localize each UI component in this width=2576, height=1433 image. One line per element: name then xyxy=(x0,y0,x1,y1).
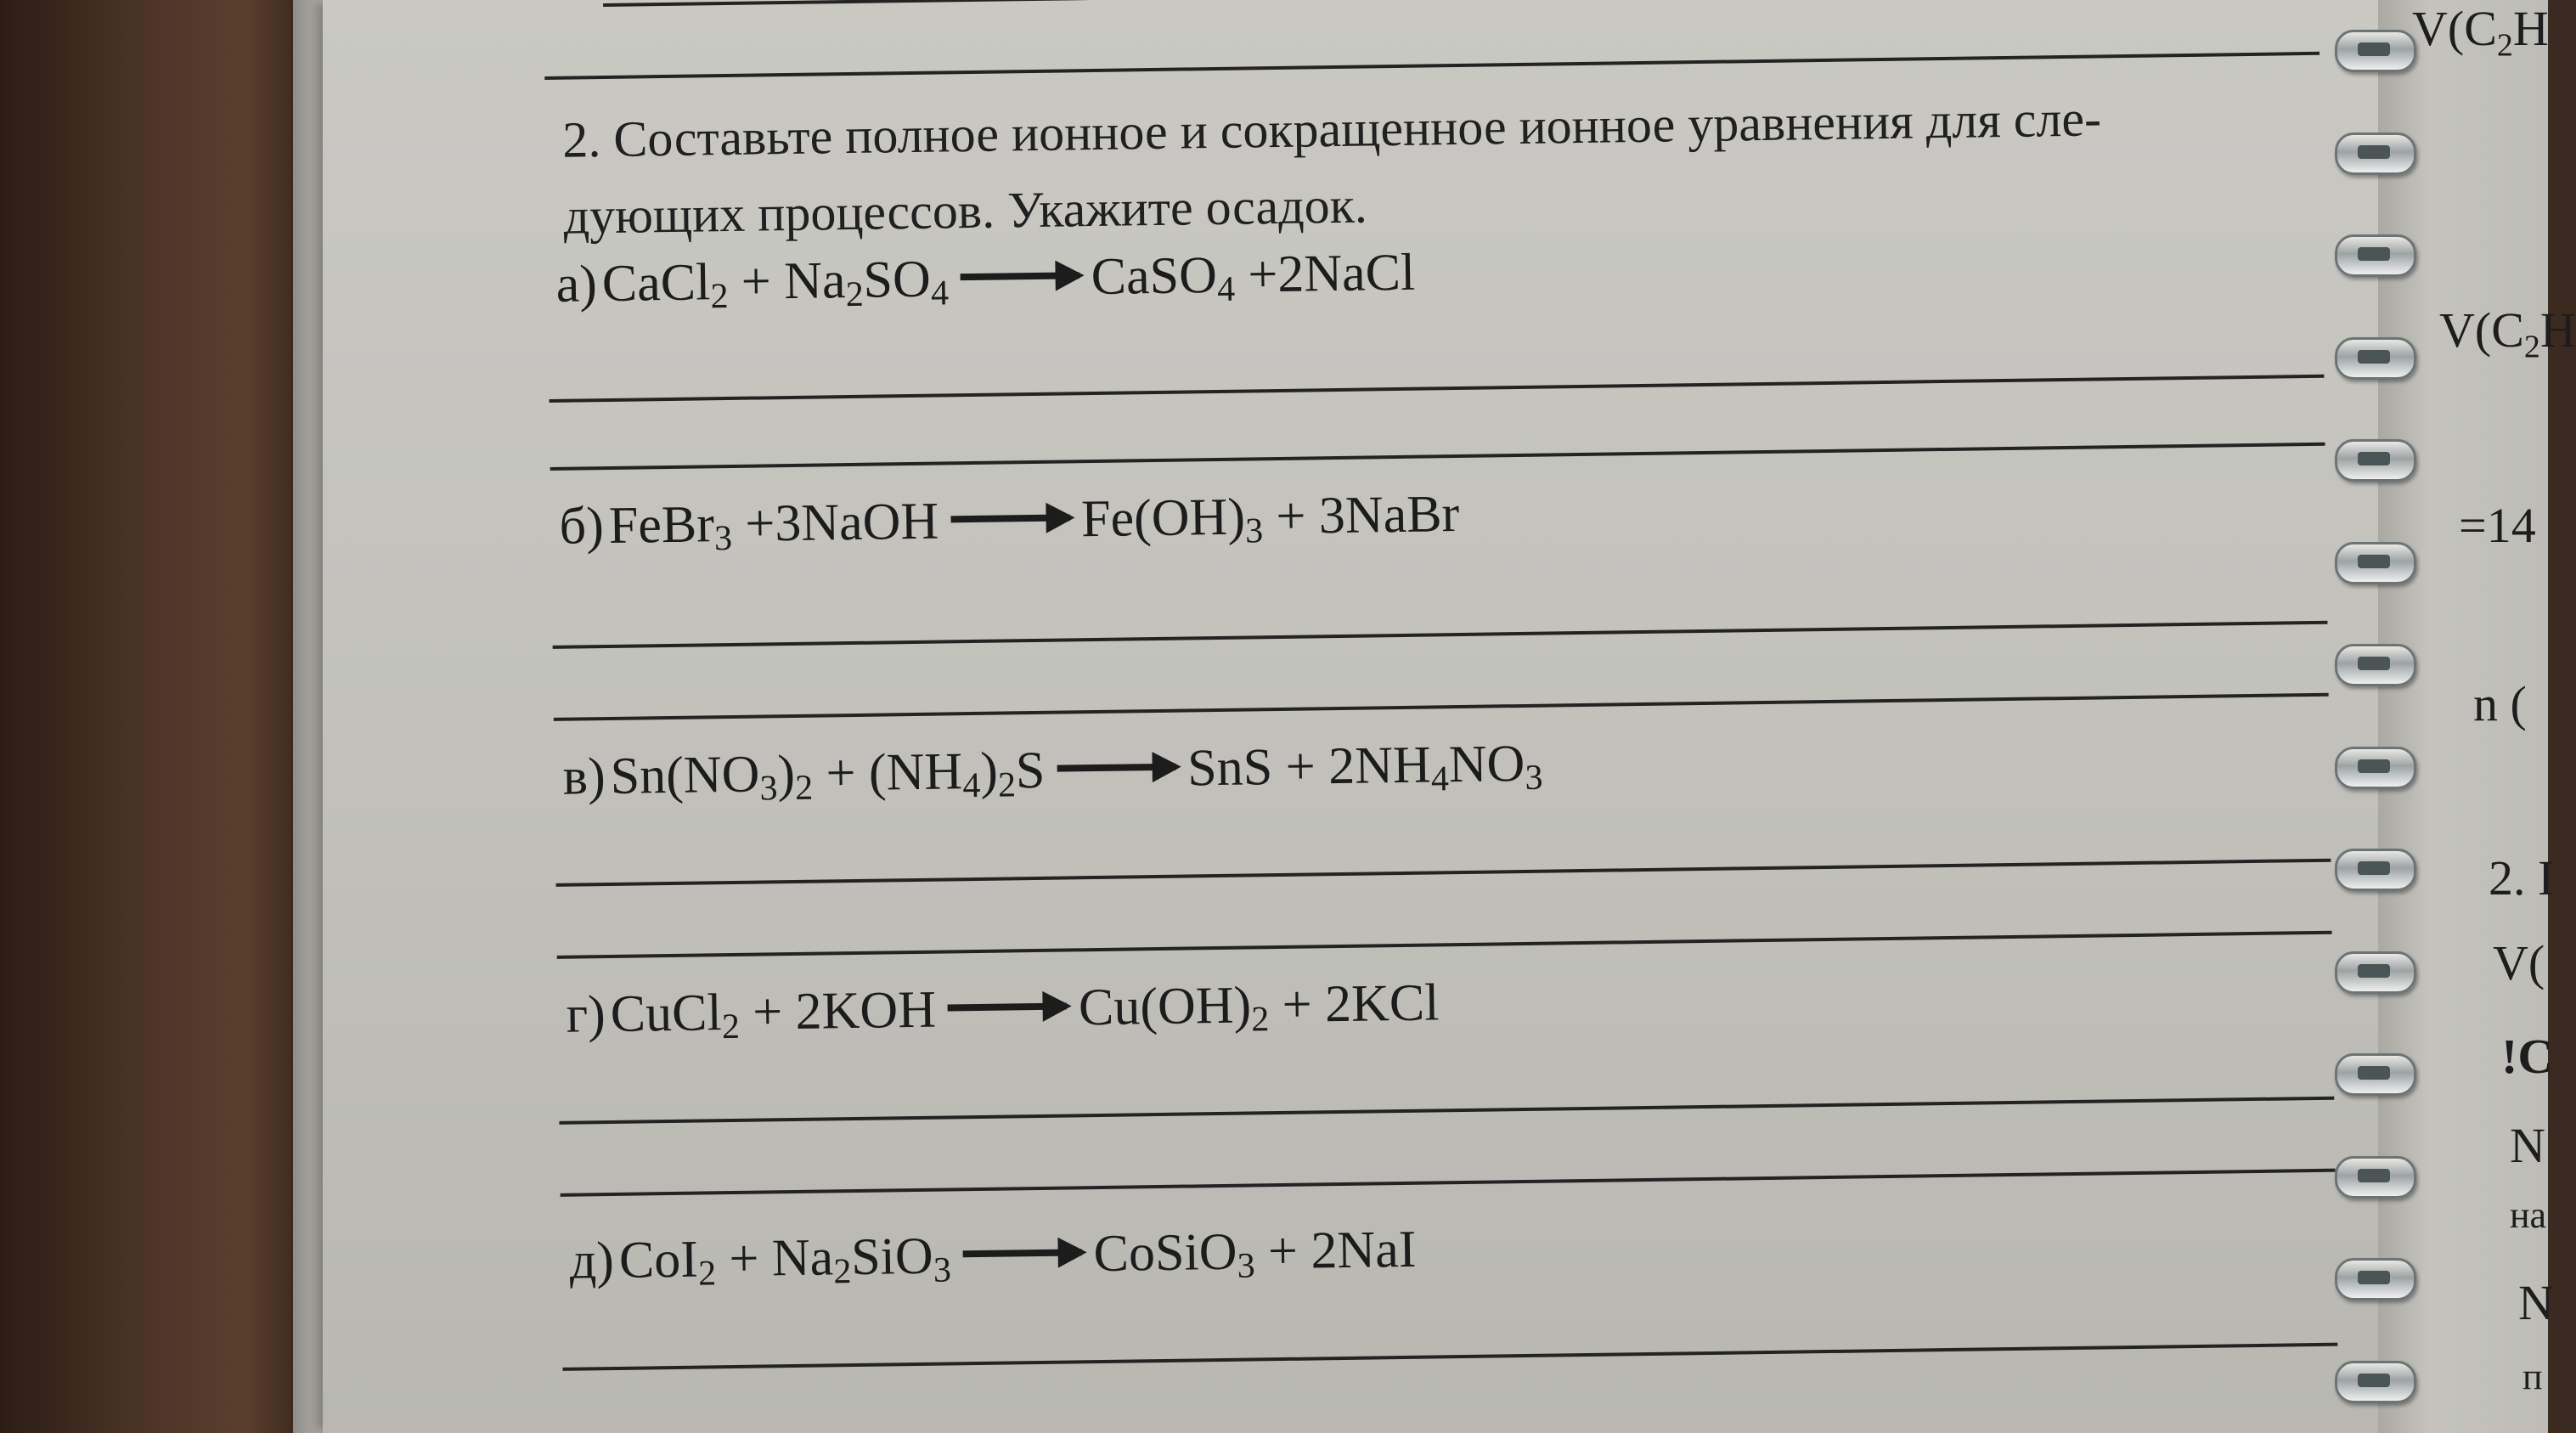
equation-a xyxy=(555,243,1416,319)
equation-b xyxy=(559,484,1460,561)
equation-lhs: CaCl$_2$ + $Na_2SO_4$ xyxy=(601,250,950,317)
margin-fragment: $V(C_2H$ xyxy=(2439,302,2576,365)
margin-fragment: !C xyxy=(2501,1029,2554,1084)
task-heading-line2: дующих процессов. Укажите осадок. xyxy=(563,177,1368,245)
equation-lhs: FeBr$_3$ +3NaOH xyxy=(608,492,939,559)
margin-fragment: $V(C_2H$ xyxy=(2412,1,2549,64)
answer-line xyxy=(557,931,2332,959)
binding-coil xyxy=(2335,1361,2416,1403)
margin-fragment: N xyxy=(2518,1275,2554,1330)
binding-coil xyxy=(2335,747,2416,789)
equation-rhs: SnS + $2NH_4NO_3$ xyxy=(1187,734,1543,799)
margin-fragment: V( xyxy=(2493,935,2545,990)
answer-line xyxy=(556,859,2331,887)
answer-line xyxy=(554,693,2329,721)
equation-lhs: $Sn(NO_3)_2 + (NH_4)_2S$ xyxy=(610,741,1046,809)
binding-coil xyxy=(2335,849,2416,891)
answer-line xyxy=(544,52,2320,80)
task-heading-line1: 2. Составьте полное ионное и сокращенное ионное уравнения для сле- xyxy=(561,90,2102,168)
binding-coil xyxy=(2335,337,2416,380)
binding-coil xyxy=(2335,234,2416,277)
equation-rhs: $Fe(OH)_3$ + 3NaBr xyxy=(1080,485,1460,551)
equation-lhs: CuCl$_2$ + 2KOH xyxy=(610,980,937,1047)
answer-line xyxy=(561,1169,2336,1197)
answer-line xyxy=(562,1343,2337,1371)
answer-line xyxy=(550,443,2325,471)
binding-coil xyxy=(2335,133,2416,175)
equation-rhs: CoSiO$_3$ + 2NaI xyxy=(1093,1220,1417,1286)
equation-v xyxy=(562,734,1543,812)
equation-label: д) xyxy=(569,1231,615,1290)
margin-fragment: п xyxy=(2522,1356,2543,1397)
binding-coil xyxy=(2335,542,2416,584)
equation-label: а) xyxy=(555,255,598,313)
equation-label: г) xyxy=(566,985,606,1044)
reaction-arrow-icon xyxy=(961,272,1079,280)
binding-coil xyxy=(2335,644,2416,686)
reaction-arrow-icon xyxy=(1057,764,1175,772)
equation-lhs: $CoI_2 + Na_2SiO_3$ xyxy=(618,1227,952,1294)
exercise-content xyxy=(544,0,2347,1433)
equation-rhs: CaSO$_4$ +2NaCl xyxy=(1091,243,1416,309)
reaction-arrow-icon xyxy=(950,514,1069,522)
equation-rhs: $Cu(OH)_2 + 2KCl$ xyxy=(1078,973,1440,1040)
margin-fragment: =14 xyxy=(2459,498,2536,553)
reaction-arrow-icon xyxy=(963,1249,1082,1257)
binding-coil xyxy=(2335,30,2416,72)
equation-label: б) xyxy=(559,497,605,556)
answer-line xyxy=(559,1097,2334,1125)
binding-coil xyxy=(2335,1156,2416,1199)
answer-line xyxy=(553,621,2328,649)
equation-label: в) xyxy=(562,748,606,806)
binding-coil xyxy=(2335,1053,2416,1096)
binding-coil xyxy=(2335,439,2416,482)
binding-coil xyxy=(2335,951,2416,994)
desk-surface xyxy=(0,0,306,1433)
task-heading xyxy=(562,77,2331,255)
reaction-arrow-icon xyxy=(948,1003,1067,1012)
equation-g xyxy=(566,973,1440,1049)
binding-coil xyxy=(2335,1258,2416,1300)
answer-line xyxy=(550,375,2325,403)
equation-d xyxy=(569,1220,1417,1296)
margin-fragment: N xyxy=(2510,1118,2545,1173)
margin-fragment: n ( xyxy=(2473,676,2527,731)
margin-fragment: на xyxy=(2510,1194,2547,1236)
margin-fragment: 2. I xyxy=(2489,850,2555,905)
answer-line xyxy=(603,0,2302,7)
